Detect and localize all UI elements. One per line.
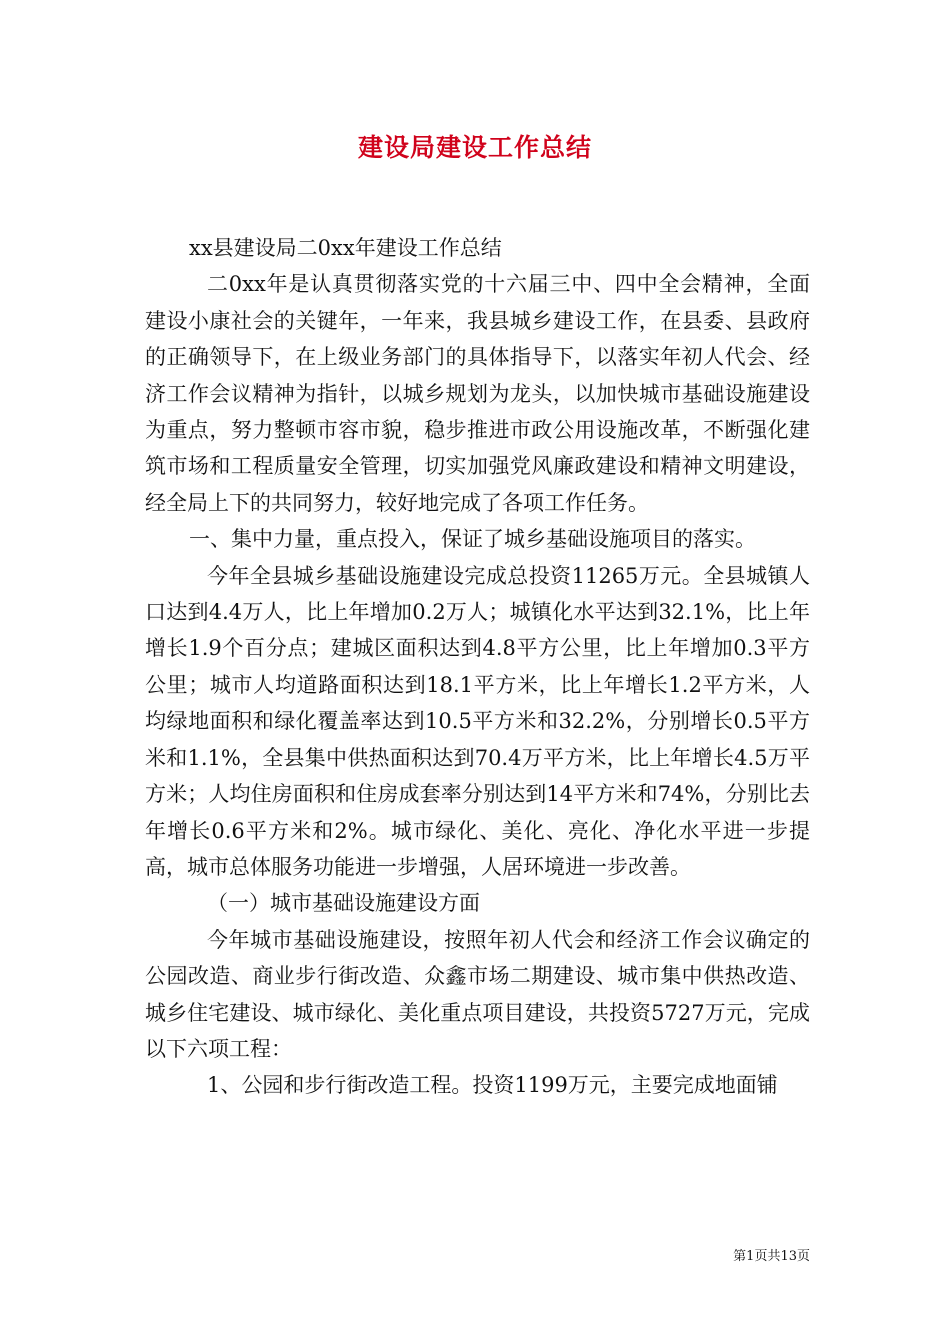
section-heading-1: 一、集中力量，重点投入，保证了城乡基础设施项目的落实。 bbox=[189, 527, 756, 552]
document-subtitle: xx县建设局二0xx年建设工作总结 bbox=[189, 236, 502, 260]
paragraph-infrastructure: 今年城市基础设施建设，按照年初人代会和经济工作会议确定的公园改造、商业步行街改造、众鑫市场二期建设、城市集中供热改造、城乡住宅建设、城市绿化、美化重点项目建设，共投资5727万元，完成以下六项工程： bbox=[145, 927, 810, 1061]
document-body bbox=[145, 230, 810, 1104]
page-number: 第1页共13页 bbox=[733, 1249, 810, 1264]
paragraph-item-1: 1、公园和步行街改造工程。投资1199万元，主要完成地面铺 bbox=[207, 1073, 778, 1098]
paragraph-intro: 二0xx年是认真贯彻落实党的十六届三中、四中全会精神，全面建设小康社会的关键年，一年来，我县城乡建设工作，在县委、县政府的正确领导下，在上级业务部门的具体指导下，以落实年初人代会、经济工作会议精神为指针，以城乡规划为龙头，以加快城市基础设施建设为重点，努力整顿市容市貌，稳步推进市政公用设施改革，不断强化建筑市场和工程质量安全管理，切实加强党风廉政建设和精神文明建设，经全局上下的共同努力，较好地完成了各项工作任务。 bbox=[145, 272, 810, 515]
document-title: 建设局建设工作总结 bbox=[357, 133, 592, 162]
paragraph-statistics: 今年全县城乡基础设施建设完成总投资11265万元。全县城镇人口达到4.4万人，比上年增加0.2万人；城镇化水平达到32.1%，比上年增长1.9个百分点；建城区面积达到4.8平方公里，比上年增加0.3平方公里；城市人均道路面积达到18.1平方米，比上年增长1.2平方米，人均绿地面积和绿化覆盖率达到10.5平方米和32.2%，分别增长0.5平方米和1.1%，全县集中供热面积达到70.4万平方米，比上年增长4.5万平方米；人均住房面积和住房成套率分别达到14平方米和74%，分别比去年增长0.6平方米和2%。城市绿化、美化、亮化、净化水平进一步提高，城市总体服务功能进一步增强，人居环境进一步改善。 bbox=[145, 563, 810, 879]
subsection-heading-1: （一）城市基础设施建设方面 bbox=[207, 891, 480, 916]
